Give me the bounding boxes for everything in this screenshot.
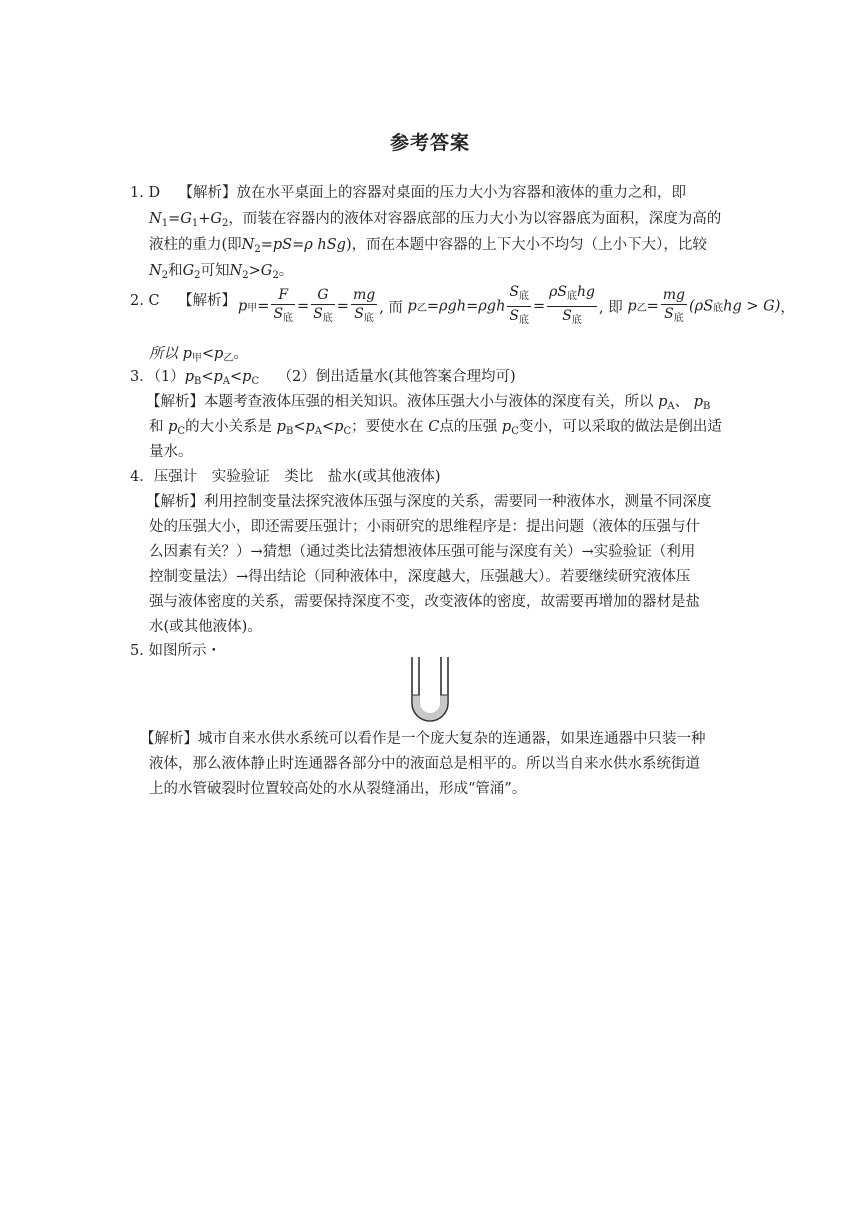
u-tube-inner: [419, 657, 441, 714]
q3-sym: p: [168, 419, 178, 435]
q3-text: 量水。: [149, 444, 193, 460]
frac-num: mg: [352, 286, 376, 303]
q1-sym: G: [182, 263, 195, 279]
sub: 底: [519, 291, 530, 302]
sub: 底: [673, 312, 684, 324]
q1-label: 1. D: [130, 185, 161, 201]
q4-line1: 4．压强计 实验验证 类比 盐水(或其他液体): [130, 469, 441, 485]
formula-sub: 底: [713, 303, 724, 314]
q3-sub: B: [285, 426, 294, 437]
sub: 底: [519, 315, 530, 326]
q3-text: 变小，可以采取的做法是倒出适: [518, 419, 722, 435]
q1-sym: N: [241, 237, 255, 253]
q3-sub: B: [703, 401, 711, 412]
q4-line2: 【解析】利用控制变量法探究液体压强与深度的关系，需要同一种液体水，测量不同深度: [146, 494, 712, 510]
formula-sub: 甲: [247, 303, 258, 314]
q3-text: 【解析】本题考查液体压强的相关知识。液体压强大小与液体的深度有关，所以: [146, 394, 654, 410]
q5-line2: 【解析】城市自来水供水系统可以看作是一个庞大复杂的连通器，如果连通器中只装一种: [140, 731, 706, 747]
q1-text3: 液柱的重力(即: [149, 237, 242, 253]
fraction: [351, 286, 377, 328]
q4-line3: 处的压强大小，即还需要压强计；小雨研究的思维程序是：提出问题（液体的压强与什: [149, 519, 700, 535]
q2-text: <p: [201, 346, 224, 362]
u-tube-figure: [410, 657, 450, 723]
sym: S: [664, 305, 674, 322]
frac-num: mg: [662, 286, 686, 303]
q1-sym: G: [180, 211, 192, 227]
q3-text: 的大小关系是: [185, 419, 273, 435]
page-title: 参考答案: [389, 132, 470, 154]
q5-line3: 液体，那么液体静止时连通器各部分中的液面总是相平的。所以当自来水供水系统街道: [149, 756, 700, 772]
q1-sym: =: [168, 211, 181, 227]
q3-sym: p: [501, 419, 512, 435]
q1-sub: 2: [272, 270, 279, 281]
sym: hg: [577, 284, 595, 300]
q3-text: 和: [149, 419, 164, 435]
frac-num: F: [271, 286, 295, 305]
q3-sym: p: [693, 394, 704, 410]
q3-sym: p: [276, 419, 286, 435]
q2-label: [130, 288, 236, 314]
frac-num: [507, 283, 531, 307]
fraction: [547, 283, 597, 330]
q1-sub: 2: [254, 244, 261, 255]
formula-sym: p: [407, 298, 417, 315]
formula-text: , 即: [598, 300, 623, 316]
q1-text: 可知: [200, 263, 230, 279]
formula-sym: hg > G): [723, 298, 781, 315]
frac-den: [547, 307, 597, 330]
q3-sym: <p: [322, 419, 344, 435]
frac-den: [507, 307, 531, 330]
sub: 底: [363, 312, 374, 324]
formula-text: , 而: [379, 300, 403, 316]
q2-text: 。: [233, 346, 248, 362]
frac-den: [271, 305, 295, 328]
q1-sym: +: [198, 211, 211, 227]
q1-formula: =pS=ρ hSg: [260, 237, 346, 253]
sym: S: [562, 308, 572, 324]
q1-sym: G: [210, 211, 222, 227]
fraction: [271, 286, 295, 328]
q4-line4: 么因素有关？）→猜想（通过类比法猜想液体压强可能与深度有关）→实验验证（利用: [149, 544, 696, 560]
sym: S: [313, 305, 323, 322]
q3-sym: <p: [293, 419, 315, 435]
q1-sub: 1: [191, 218, 199, 229]
q1-text: 和: [168, 263, 183, 279]
sub: 底: [283, 312, 294, 324]
q2-text: 所以 p: [149, 346, 192, 362]
q1-sub: 2: [242, 270, 249, 281]
q5-line1: 5. 如图所示・: [130, 643, 221, 659]
q3-line4: [149, 439, 193, 465]
fraction: [661, 286, 687, 328]
sym: S: [273, 305, 284, 322]
q5-line4: 上的水管破裂时位置较高处的水从裂缝涌出，形成“管涌”。: [149, 781, 527, 797]
q2-formula: p甲= $\frac{F}{S_底}$ = $\frac{G}{S_底}$ = $\frac{mg}{S_底}$ , 而 p乙=ρgh=ρgh $\frac{S_底}{S_底}$ = $\frac{\rho S_底hg}{S_底}$ , 即 p乙= $\frac{mg}{S_底}$ (ρS底hg > G)，: [238, 283, 795, 330]
fraction: [311, 286, 335, 328]
q3-sym: p: [184, 369, 194, 385]
q3-sub: C: [177, 426, 186, 437]
q2-tag: 【解析】: [177, 293, 236, 309]
q1-text: 。: [278, 263, 294, 279]
frac-num: [547, 283, 597, 307]
q3-sym: <p: [201, 369, 223, 385]
sym: ρS: [549, 284, 567, 300]
frac-den: [661, 305, 687, 328]
q3-sub: C: [511, 426, 519, 437]
sym: S: [354, 305, 364, 322]
frac-den: [351, 305, 377, 328]
formula-sub: 乙: [416, 303, 427, 314]
q3-line3: [149, 414, 722, 445]
q3-sub: C: [343, 426, 352, 437]
q2-sub: 甲: [191, 353, 202, 364]
q1-sub: 2: [194, 270, 201, 281]
sub: 底: [571, 315, 582, 326]
q1-sub: 2: [161, 270, 169, 281]
q1-line1: [130, 180, 686, 206]
sub: 底: [322, 312, 333, 324]
sym: S: [509, 308, 520, 324]
formula-text: ，: [780, 300, 795, 316]
q2-number: 2. C: [130, 293, 160, 309]
q1-sym: N: [229, 263, 243, 279]
q3-sub: B: [194, 376, 202, 387]
q4-line6: 强与液体密度的关系，需要保持深度不变，改变液体的密度，故需要再增加的器材是盐: [149, 594, 700, 610]
q1-text2: ，而装在容器内的液体对容器底部的压力大小为以容器底为面积，深度为高的: [228, 211, 722, 227]
q3-sub: A: [667, 401, 675, 412]
formula-sym: p: [238, 298, 248, 315]
fraction: [507, 283, 531, 330]
q3-text: 、: [674, 394, 690, 410]
q3-text: 点的压强: [439, 419, 498, 435]
q4-line7: 水(或其他液体)。: [149, 619, 262, 635]
q1-sym: >: [248, 263, 261, 279]
q1-sub: 1: [161, 218, 169, 229]
q1-sym: N: [149, 211, 162, 227]
formula-sym: (ρS: [689, 298, 714, 315]
q3-sub: A: [222, 376, 231, 387]
q3-sym: <p: [230, 369, 252, 385]
formula-sym: =ρgh=ρgh: [426, 298, 506, 315]
q1-sym: N: [149, 263, 162, 279]
q1-sym: G: [260, 263, 273, 279]
q3-text: （2）倒出适量水(其他答案合理均可): [277, 369, 516, 385]
q1-text1: 【解析】放在水平桌面上的容器对桌面的压力大小为容器和液体的重力之和，即: [178, 185, 687, 201]
formula-sub: 乙: [636, 303, 647, 314]
q2-sub: 乙: [223, 353, 234, 364]
q3-sub: C: [251, 376, 260, 387]
frac-den: [311, 305, 335, 328]
formula-sym: p: [627, 298, 637, 315]
q1-text4: )，而在本题中容器的上下大小不均匀（上小下大），比较: [345, 237, 707, 253]
q4-line5: 控制变量法）→得出结论（同种液体中，深度越大，压强越大）。若要继续研究液体压: [149, 569, 691, 585]
frac-num: G: [311, 286, 335, 305]
q3-sub: A: [314, 426, 322, 437]
sub: 底: [567, 291, 577, 302]
sym: S: [509, 284, 520, 300]
q3-sym: p: [658, 394, 668, 410]
q3-text: 3．（1）: [130, 369, 185, 385]
q3-text: ；要使水在: [351, 419, 424, 435]
q3-sym: C: [428, 419, 440, 435]
q1-sub: 2: [221, 218, 229, 229]
